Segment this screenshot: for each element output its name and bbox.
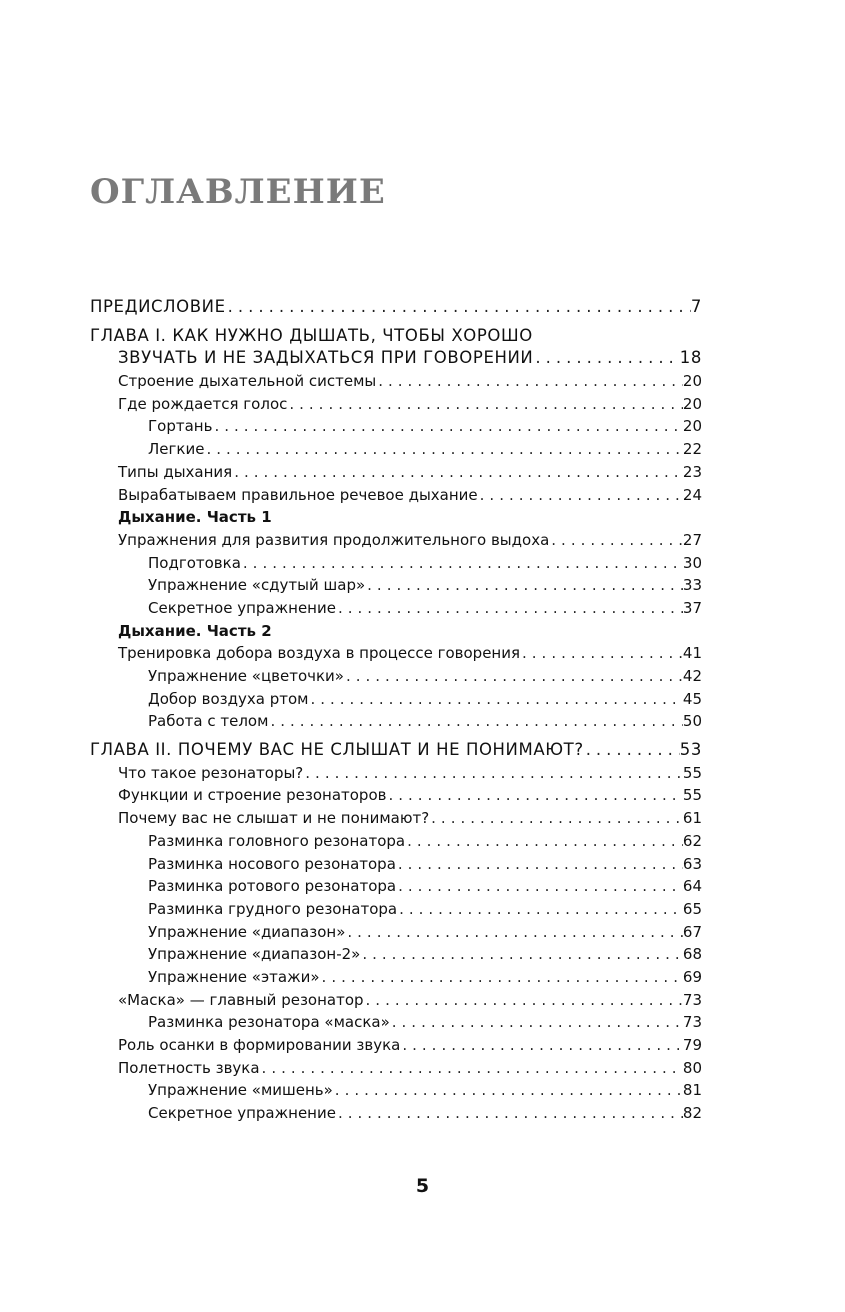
toc-entry-label: Почему вас не слышат и не понимают? [118, 809, 430, 828]
leader-dots [400, 1034, 683, 1057]
toc-entry-page: 18 [679, 348, 702, 368]
leader-dots [226, 296, 691, 319]
toc-entry-page: 27 [682, 530, 702, 549]
toc-entry-label: Упражнения для развития продолжительного выдоха [118, 530, 550, 549]
leader-dots [204, 438, 682, 461]
toc-entry[interactable] [90, 762, 702, 785]
toc-entry-label: Секретное упражнение [148, 1104, 336, 1123]
toc-entry-label: Полетность звука [118, 1058, 260, 1077]
toc-entry[interactable] [90, 484, 702, 507]
toc-part-label: Дыхание. Часть 1 [118, 508, 272, 527]
toc-chapter-2-heading[interactable] [90, 739, 702, 762]
toc-entry-label: Упражнение «этажи» [148, 967, 320, 986]
toc-entry[interactable] [90, 461, 702, 484]
leader-dots [232, 461, 683, 484]
leader-dots [308, 688, 682, 711]
toc-entry-page: 23 [682, 462, 702, 481]
toc-entry[interactable] [90, 898, 702, 921]
toc-entry[interactable] [90, 665, 702, 688]
leader-dots [365, 574, 683, 597]
toc-entry-label: Разминка носового резонатора [148, 854, 396, 873]
toc-entry-page: 73 [682, 990, 702, 1009]
toc-entry-page: 69 [682, 967, 702, 986]
toc-entry-page: 50 [682, 712, 702, 731]
toc-entry-label: Упражнение «мишень» [148, 1081, 333, 1100]
toc-entry-label: Строение дыхательной системы [118, 372, 377, 391]
leader-dots [396, 853, 683, 876]
toc-entry[interactable] [90, 710, 702, 733]
toc-entry[interactable] [90, 921, 702, 944]
toc-entry-page: 42 [682, 667, 702, 685]
toc-entry-label: ПРЕДИСЛОВИЕ [90, 297, 226, 316]
leader-dots [268, 710, 682, 733]
toc-entry-label: Добор воздуха ртом [148, 689, 309, 708]
toc-entry[interactable] [90, 529, 702, 552]
toc-part-heading [90, 620, 702, 643]
leader-dots [345, 921, 683, 944]
leader-dots [478, 484, 683, 507]
toc-entry[interactable] [90, 1034, 702, 1057]
toc-entry-page: 7 [690, 297, 702, 316]
toc-entry-label: «Маска» — главный резонатор [118, 990, 364, 1009]
leader-dots [386, 784, 682, 807]
toc-entry-page: 37 [682, 598, 702, 617]
toc-entry[interactable] [90, 574, 702, 597]
leader-dots [241, 552, 683, 575]
toc-entry[interactable] [90, 1102, 702, 1125]
leader-dots [533, 347, 679, 370]
toc-entry[interactable] [90, 966, 702, 989]
leader-dots [212, 415, 682, 438]
toc-entry-label: Упражнение «диапазон-2» [148, 945, 361, 964]
toc-entry-page: 45 [682, 689, 702, 708]
toc-entry[interactable] [90, 415, 702, 438]
leader-dots [344, 665, 683, 688]
leader-dots [405, 830, 683, 853]
toc-entry-page: 33 [682, 576, 702, 595]
toc-entry-label: Разминка ротового резонатора [148, 877, 397, 896]
toc-entry-page: 41 [682, 644, 702, 663]
toc-entry-label: Функции и строение резонаторов [118, 786, 387, 805]
toc-entry-page: 22 [682, 440, 702, 459]
table-of-contents [90, 296, 702, 1125]
toc-entry[interactable] [90, 853, 702, 876]
toc-entry-page: 62 [682, 831, 702, 850]
toc-entry-page: 63 [682, 854, 702, 873]
toc-entry-label: Разминка грудного резонатора [148, 899, 398, 918]
toc-entry-label: Разминка головного резонатора [148, 831, 406, 850]
toc-entry-page: 65 [682, 899, 702, 918]
toc-entry[interactable] [90, 1011, 702, 1034]
toc-entry-label: Типы дыхания [118, 462, 233, 481]
toc-entry-page: 80 [682, 1058, 702, 1077]
toc-entry-page: 55 [682, 763, 702, 782]
leader-dots [397, 898, 683, 921]
leader-dots [360, 943, 683, 966]
toc-entry-page: 64 [682, 877, 702, 896]
toc-entry-label: Гортань [148, 417, 213, 436]
leader-dots [287, 393, 683, 416]
leader-dots [336, 1102, 683, 1125]
leader-dots [429, 807, 683, 830]
leader-dots [376, 370, 683, 393]
toc-entry-label: Упражнение «сдутый шар» [148, 576, 366, 595]
toc-chapter-1-heading[interactable] [90, 325, 702, 348]
toc-entry-label: Тренировка добора воздуха в процессе говорения [118, 644, 521, 663]
toc-entry[interactable] [90, 1079, 702, 1102]
toc-entry-page: 82 [682, 1104, 702, 1123]
toc-entry-label: Упражнение «диапазон» [148, 922, 346, 941]
leader-dots [336, 597, 683, 620]
toc-entry[interactable] [90, 393, 702, 416]
toc-entry-page: 20 [682, 394, 702, 413]
toc-entry-page: 20 [682, 372, 702, 391]
toc-entry[interactable] [90, 688, 702, 711]
toc-entry-label: Секретное упражнение [148, 598, 336, 617]
leader-dots [364, 989, 683, 1012]
page-title: ОГЛАВЛЕНИЕ [90, 172, 386, 212]
leader-dots [260, 1057, 683, 1080]
toc-part-label: Дыхание. Часть 2 [118, 621, 272, 640]
toc-entry[interactable] [90, 830, 702, 853]
toc-entry-page: 61 [682, 809, 702, 828]
toc-entry-page: 73 [682, 1013, 702, 1032]
toc-entry-preface[interactable] [90, 296, 702, 319]
toc-entry[interactable] [90, 875, 702, 898]
leader-dots [303, 762, 683, 785]
toc-entry[interactable] [90, 807, 702, 830]
toc-entry-page: 53 [679, 740, 702, 760]
toc-entry-label: Работа с телом [148, 712, 269, 731]
toc-entry[interactable] [90, 1057, 702, 1080]
toc-entry[interactable] [90, 552, 702, 575]
toc-entry-label: Роль осанки в формировании звука [118, 1036, 401, 1054]
leader-dots [390, 1011, 683, 1034]
toc-chapter-label: ГЛАВА II. ПОЧЕМУ ВАС НЕ СЛЫШАТ И НЕ ПОНИМАЮТ? [90, 740, 584, 760]
toc-chapter-label: ГЛАВА I. КАК НУЖНО ДЫШАТЬ, ЧТОБЫ ХОРОШО [90, 325, 533, 345]
page-number: 5 [415, 1175, 430, 1197]
toc-entry-label: Что такое резонаторы? [118, 763, 304, 782]
toc-entry-page: 67 [682, 922, 702, 941]
toc-entry-label: Легкие [148, 440, 205, 459]
toc-entry-label: Вырабатываем правильное речевое дыхание [118, 485, 478, 504]
toc-entry-page: 79 [682, 1036, 702, 1054]
toc-entry[interactable] [90, 989, 702, 1012]
toc-entry-label: Упражнение «цветочки» [148, 667, 344, 685]
toc-entry[interactable] [90, 943, 702, 966]
leader-dots [320, 966, 683, 989]
toc-entry-page: 30 [682, 553, 702, 572]
toc-entry[interactable] [90, 642, 702, 665]
toc-entry[interactable] [90, 597, 702, 620]
toc-entry[interactable] [90, 370, 702, 393]
toc-entry-page: 68 [682, 945, 702, 964]
toc-entry-label: Где рождается голос [118, 394, 288, 413]
leader-dots [333, 1079, 683, 1102]
toc-chapter-1-heading-cont[interactable] [90, 347, 702, 370]
leader-dots [584, 739, 680, 762]
leader-dots [549, 529, 683, 552]
toc-entry[interactable] [90, 438, 702, 461]
toc-entry[interactable] [90, 784, 702, 807]
toc-entry-label: Разминка резонатора «маска» [148, 1013, 390, 1032]
toc-entry-page: 24 [682, 485, 702, 504]
toc-part-heading [90, 506, 702, 529]
toc-entry-page: 81 [682, 1081, 702, 1100]
toc-entry-page: 55 [682, 786, 702, 805]
toc-chapter-label: ЗВУЧАТЬ И НЕ ЗАДЫХАТЬСЯ ПРИ ГОВОРЕНИИ [118, 348, 534, 368]
leader-dots [520, 642, 683, 665]
toc-entry-label: Подготовка [148, 553, 241, 572]
leader-dots [396, 875, 683, 898]
toc-entry-page: 20 [682, 417, 702, 436]
